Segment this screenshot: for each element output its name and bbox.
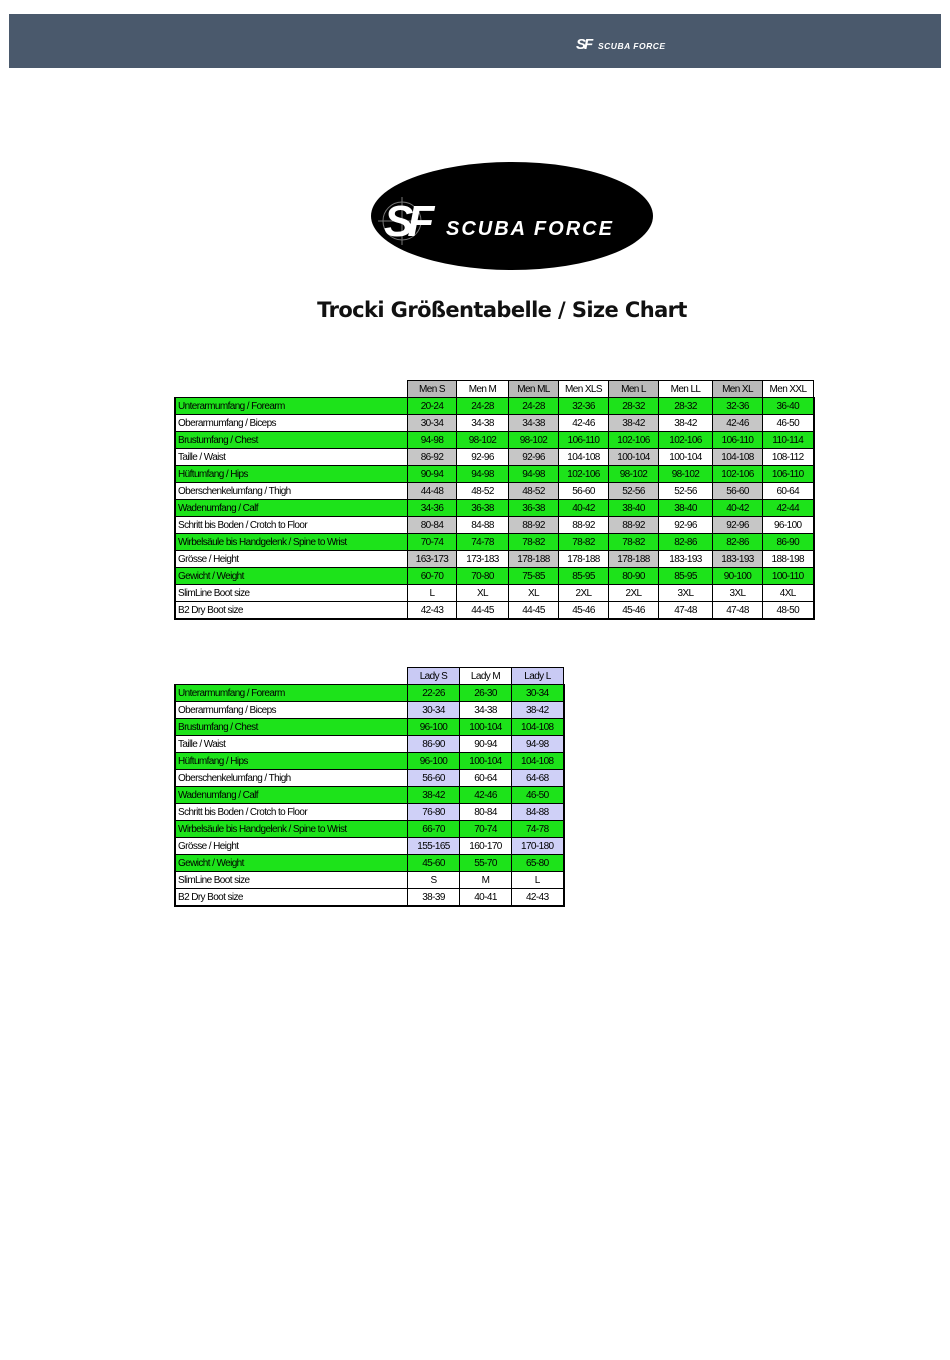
size-value-cell: 178-188 bbox=[509, 551, 559, 568]
size-value-cell: 178-188 bbox=[609, 551, 659, 568]
size-value-cell: 100-104 bbox=[460, 719, 512, 736]
size-value-cell: 70-74 bbox=[460, 821, 512, 838]
column-header: Men XXL bbox=[763, 381, 814, 398]
page-title: Trocki Größentabelle / Size Chart bbox=[317, 298, 687, 322]
column-header: Men M bbox=[457, 381, 509, 398]
size-value-cell: 66-70 bbox=[408, 821, 460, 838]
table-row bbox=[175, 736, 564, 753]
size-value-cell: 102-106 bbox=[559, 466, 609, 483]
table-row bbox=[175, 719, 564, 736]
size-value-cell: 94-98 bbox=[509, 466, 559, 483]
size-value-cell: 40-41 bbox=[460, 889, 512, 907]
header-blank-cell bbox=[175, 668, 408, 685]
lady-size-table bbox=[174, 667, 565, 907]
size-value-cell: 94-98 bbox=[408, 432, 457, 449]
size-value-cell: 96-100 bbox=[763, 517, 814, 534]
scuba-force-logo bbox=[370, 161, 654, 271]
row-label: Brustumfang / Chest bbox=[175, 432, 408, 449]
size-value-cell: 56-60 bbox=[559, 483, 609, 500]
size-value-cell: 82-86 bbox=[713, 534, 763, 551]
size-value-cell: 160-170 bbox=[460, 838, 512, 855]
size-value-cell: 92-96 bbox=[713, 517, 763, 534]
row-label: Oberschenkelumfang / Thigh bbox=[175, 483, 408, 500]
size-value-cell: 46-50 bbox=[512, 787, 564, 804]
column-header: Men ML bbox=[509, 381, 559, 398]
row-label: Oberschenkelumfang / Thigh bbox=[175, 770, 408, 787]
row-label: Oberarmumfang / Biceps bbox=[175, 415, 408, 432]
size-value-cell: 44-45 bbox=[457, 602, 509, 620]
table-row bbox=[175, 821, 564, 838]
row-label: Taille / Waist bbox=[175, 449, 408, 466]
row-label: Taille / Waist bbox=[175, 736, 408, 753]
size-value-cell: 38-42 bbox=[512, 702, 564, 719]
table-row bbox=[175, 568, 814, 585]
size-value-cell: 70-74 bbox=[408, 534, 457, 551]
size-value-cell: 74-78 bbox=[457, 534, 509, 551]
size-value-cell: 75-85 bbox=[509, 568, 559, 585]
size-value-cell: 90-94 bbox=[460, 736, 512, 753]
size-value-cell: 60-64 bbox=[763, 483, 814, 500]
row-label: Wirbelsäule bis Handgelenk / Spine to Wrist bbox=[175, 534, 408, 551]
size-value-cell: 76-80 bbox=[408, 804, 460, 821]
row-label: Grösse / Height bbox=[175, 838, 408, 855]
header-band bbox=[9, 14, 941, 68]
size-value-cell: 36-38 bbox=[509, 500, 559, 517]
table-row bbox=[175, 804, 564, 821]
row-label: Gewicht / Weight bbox=[175, 568, 408, 585]
column-header: Men XL bbox=[713, 381, 763, 398]
table-row bbox=[175, 432, 814, 449]
size-value-cell: 86-90 bbox=[408, 736, 460, 753]
size-value-cell: 74-78 bbox=[512, 821, 564, 838]
size-value-cell: 104-108 bbox=[559, 449, 609, 466]
row-label: Wadenumfang / Calf bbox=[175, 500, 408, 517]
table-row bbox=[175, 602, 814, 620]
column-header: Lady S bbox=[408, 668, 460, 685]
size-value-cell: 34-38 bbox=[460, 702, 512, 719]
size-value-cell: 106-110 bbox=[559, 432, 609, 449]
size-value-cell: 46-50 bbox=[763, 415, 814, 432]
size-value-cell: 42-43 bbox=[512, 889, 564, 907]
size-value-cell: 42-46 bbox=[460, 787, 512, 804]
column-header: Men XLS bbox=[559, 381, 609, 398]
size-value-cell: 38-42 bbox=[659, 415, 713, 432]
size-value-cell: 26-30 bbox=[460, 685, 512, 702]
size-value-cell: 100-104 bbox=[609, 449, 659, 466]
size-value-cell: S bbox=[408, 872, 460, 889]
table-row bbox=[175, 466, 814, 483]
table-row bbox=[175, 872, 564, 889]
size-value-cell: 24-28 bbox=[509, 398, 559, 415]
size-value-cell: 102-106 bbox=[659, 432, 713, 449]
size-value-cell: 100-104 bbox=[460, 753, 512, 770]
size-value-cell: 86-90 bbox=[763, 534, 814, 551]
size-value-cell: 86-92 bbox=[408, 449, 457, 466]
size-value-cell: 85-95 bbox=[659, 568, 713, 585]
size-value-cell: 98-102 bbox=[457, 432, 509, 449]
size-value-cell: 94-98 bbox=[512, 736, 564, 753]
size-value-cell: 94-98 bbox=[457, 466, 509, 483]
row-label: Wadenumfang / Calf bbox=[175, 787, 408, 804]
size-value-cell: 36-40 bbox=[763, 398, 814, 415]
size-value-cell: 88-92 bbox=[609, 517, 659, 534]
table-row bbox=[175, 483, 814, 500]
size-value-cell: 78-82 bbox=[509, 534, 559, 551]
size-value-cell: 36-38 bbox=[457, 500, 509, 517]
size-value-cell: 98-102 bbox=[509, 432, 559, 449]
table-row bbox=[175, 449, 814, 466]
table-row bbox=[175, 398, 814, 415]
table-row bbox=[175, 551, 814, 568]
size-value-cell: 56-60 bbox=[408, 770, 460, 787]
size-value-cell: 38-40 bbox=[609, 500, 659, 517]
size-value-cell: 96-100 bbox=[408, 719, 460, 736]
size-value-cell: 78-82 bbox=[609, 534, 659, 551]
row-label: Hüftumfang / Hips bbox=[175, 753, 408, 770]
size-value-cell: XL bbox=[509, 585, 559, 602]
size-value-cell: 155-165 bbox=[408, 838, 460, 855]
logo-text: SCUBA FORCE bbox=[446, 218, 614, 240]
size-value-cell: 92-96 bbox=[659, 517, 713, 534]
header-logo-mark: SF bbox=[576, 36, 592, 53]
size-value-cell: 88-92 bbox=[509, 517, 559, 534]
row-label: B2 Dry Boot size bbox=[175, 602, 408, 620]
table-row bbox=[175, 787, 564, 804]
size-value-cell: 78-82 bbox=[559, 534, 609, 551]
table-row bbox=[175, 770, 564, 787]
size-value-cell: 104-108 bbox=[512, 719, 564, 736]
column-header: Men L bbox=[609, 381, 659, 398]
size-value-cell: 42-43 bbox=[408, 602, 457, 620]
size-value-cell: 56-60 bbox=[713, 483, 763, 500]
size-value-cell: 34-36 bbox=[408, 500, 457, 517]
size-value-cell: 102-106 bbox=[713, 466, 763, 483]
row-label: Unterarmumfang / Forearm bbox=[175, 685, 408, 702]
header-logo-text: SCUBA FORCE bbox=[598, 41, 666, 51]
column-header: Men LL bbox=[659, 381, 713, 398]
row-label: Brustumfang / Chest bbox=[175, 719, 408, 736]
size-value-cell: 163-173 bbox=[408, 551, 457, 568]
row-label: Grösse / Height bbox=[175, 551, 408, 568]
size-value-cell: M bbox=[460, 872, 512, 889]
table-row bbox=[175, 415, 814, 432]
size-value-cell: 30-34 bbox=[408, 702, 460, 719]
size-value-cell: 38-42 bbox=[609, 415, 659, 432]
size-value-cell: 65-80 bbox=[512, 855, 564, 872]
size-value-cell: 2XL bbox=[609, 585, 659, 602]
size-value-cell: 106-110 bbox=[763, 466, 814, 483]
header-logo bbox=[576, 36, 686, 54]
size-value-cell: 92-96 bbox=[509, 449, 559, 466]
row-label: Schritt bis Boden / Crotch to Floor bbox=[175, 804, 408, 821]
table-row bbox=[175, 534, 814, 551]
size-value-cell: 44-45 bbox=[509, 602, 559, 620]
size-value-cell: 28-32 bbox=[609, 398, 659, 415]
size-value-cell: 80-90 bbox=[609, 568, 659, 585]
row-label: SlimLine Boot size bbox=[175, 872, 408, 889]
table-row bbox=[175, 838, 564, 855]
row-label: Wirbelsäule bis Handgelenk / Spine to Wrist bbox=[175, 821, 408, 838]
size-value-cell: 70-80 bbox=[457, 568, 509, 585]
row-label: B2 Dry Boot size bbox=[175, 889, 408, 907]
table-row bbox=[175, 702, 564, 719]
size-value-cell: 80-84 bbox=[460, 804, 512, 821]
size-value-cell: 28-32 bbox=[659, 398, 713, 415]
size-value-cell: 178-188 bbox=[559, 551, 609, 568]
size-value-cell: 85-95 bbox=[559, 568, 609, 585]
size-value-cell: 52-56 bbox=[609, 483, 659, 500]
column-header: Lady L bbox=[512, 668, 564, 685]
size-value-cell: 90-100 bbox=[713, 568, 763, 585]
table-row bbox=[175, 517, 814, 534]
size-value-cell: 84-88 bbox=[457, 517, 509, 534]
size-value-cell: 60-64 bbox=[460, 770, 512, 787]
column-header: Lady M bbox=[460, 668, 512, 685]
size-value-cell: 20-24 bbox=[408, 398, 457, 415]
size-value-cell: 48-52 bbox=[509, 483, 559, 500]
size-value-cell: 106-110 bbox=[713, 432, 763, 449]
size-value-cell: 24-28 bbox=[457, 398, 509, 415]
column-header: Men S bbox=[408, 381, 457, 398]
size-value-cell: 44-48 bbox=[408, 483, 457, 500]
table-row bbox=[175, 753, 564, 770]
size-value-cell: 40-42 bbox=[559, 500, 609, 517]
size-value-cell: 42-44 bbox=[763, 500, 814, 517]
size-value-cell: 47-48 bbox=[713, 602, 763, 620]
size-value-cell: 47-48 bbox=[659, 602, 713, 620]
size-value-cell: 48-52 bbox=[457, 483, 509, 500]
size-value-cell: 98-102 bbox=[659, 466, 713, 483]
size-value-cell: 82-86 bbox=[659, 534, 713, 551]
size-value-cell: 92-96 bbox=[457, 449, 509, 466]
size-value-cell: XL bbox=[457, 585, 509, 602]
logo-mark: SF bbox=[384, 197, 429, 246]
size-value-cell: 38-42 bbox=[408, 787, 460, 804]
size-value-cell: 3XL bbox=[659, 585, 713, 602]
size-value-cell: 34-38 bbox=[457, 415, 509, 432]
size-value-cell: 42-46 bbox=[713, 415, 763, 432]
row-label: Schritt bis Boden / Crotch to Floor bbox=[175, 517, 408, 534]
size-value-cell: 88-92 bbox=[559, 517, 609, 534]
table-row bbox=[175, 685, 564, 702]
table-row bbox=[175, 889, 564, 907]
table-row bbox=[175, 500, 814, 517]
size-value-cell: 100-110 bbox=[763, 568, 814, 585]
table-row bbox=[175, 585, 814, 602]
size-value-cell: 22-26 bbox=[408, 685, 460, 702]
table-row bbox=[175, 855, 564, 872]
size-value-cell: 3XL bbox=[713, 585, 763, 602]
size-value-cell: 183-193 bbox=[713, 551, 763, 568]
size-value-cell: 30-34 bbox=[408, 415, 457, 432]
size-value-cell: 38-40 bbox=[659, 500, 713, 517]
size-value-cell: 188-198 bbox=[763, 551, 814, 568]
size-value-cell: 2XL bbox=[559, 585, 609, 602]
size-value-cell: L bbox=[512, 872, 564, 889]
size-value-cell: 38-39 bbox=[408, 889, 460, 907]
size-value-cell: 108-112 bbox=[763, 449, 814, 466]
men-size-table bbox=[174, 380, 815, 620]
size-value-cell: 64-68 bbox=[512, 770, 564, 787]
size-value-cell: L bbox=[408, 585, 457, 602]
size-value-cell: 30-34 bbox=[512, 685, 564, 702]
size-value-cell: 34-38 bbox=[509, 415, 559, 432]
header-blank-cell bbox=[175, 381, 408, 398]
row-label: Unterarmumfang / Forearm bbox=[175, 398, 408, 415]
row-label: Oberarmumfang / Biceps bbox=[175, 702, 408, 719]
size-value-cell: 170-180 bbox=[512, 838, 564, 855]
row-label: SlimLine Boot size bbox=[175, 585, 408, 602]
size-value-cell: 102-106 bbox=[609, 432, 659, 449]
size-value-cell: 84-88 bbox=[512, 804, 564, 821]
size-value-cell: 104-108 bbox=[512, 753, 564, 770]
size-value-cell: 48-50 bbox=[763, 602, 814, 620]
size-value-cell: 32-36 bbox=[559, 398, 609, 415]
size-value-cell: 96-100 bbox=[408, 753, 460, 770]
size-value-cell: 110-114 bbox=[763, 432, 814, 449]
size-value-cell: 183-193 bbox=[659, 551, 713, 568]
size-value-cell: 90-94 bbox=[408, 466, 457, 483]
size-value-cell: 4XL bbox=[763, 585, 814, 602]
size-value-cell: 173-183 bbox=[457, 551, 509, 568]
size-value-cell: 45-46 bbox=[559, 602, 609, 620]
size-value-cell: 40-42 bbox=[713, 500, 763, 517]
row-label: Gewicht / Weight bbox=[175, 855, 408, 872]
size-value-cell: 32-36 bbox=[713, 398, 763, 415]
size-value-cell: 104-108 bbox=[713, 449, 763, 466]
size-value-cell: 80-84 bbox=[408, 517, 457, 534]
size-value-cell: 45-60 bbox=[408, 855, 460, 872]
size-value-cell: 45-46 bbox=[609, 602, 659, 620]
row-label: Hüftumfang / Hips bbox=[175, 466, 408, 483]
size-value-cell: 100-104 bbox=[659, 449, 713, 466]
size-value-cell: 60-70 bbox=[408, 568, 457, 585]
size-value-cell: 42-46 bbox=[559, 415, 609, 432]
size-value-cell: 52-56 bbox=[659, 483, 713, 500]
size-value-cell: 98-102 bbox=[609, 466, 659, 483]
size-value-cell: 55-70 bbox=[460, 855, 512, 872]
